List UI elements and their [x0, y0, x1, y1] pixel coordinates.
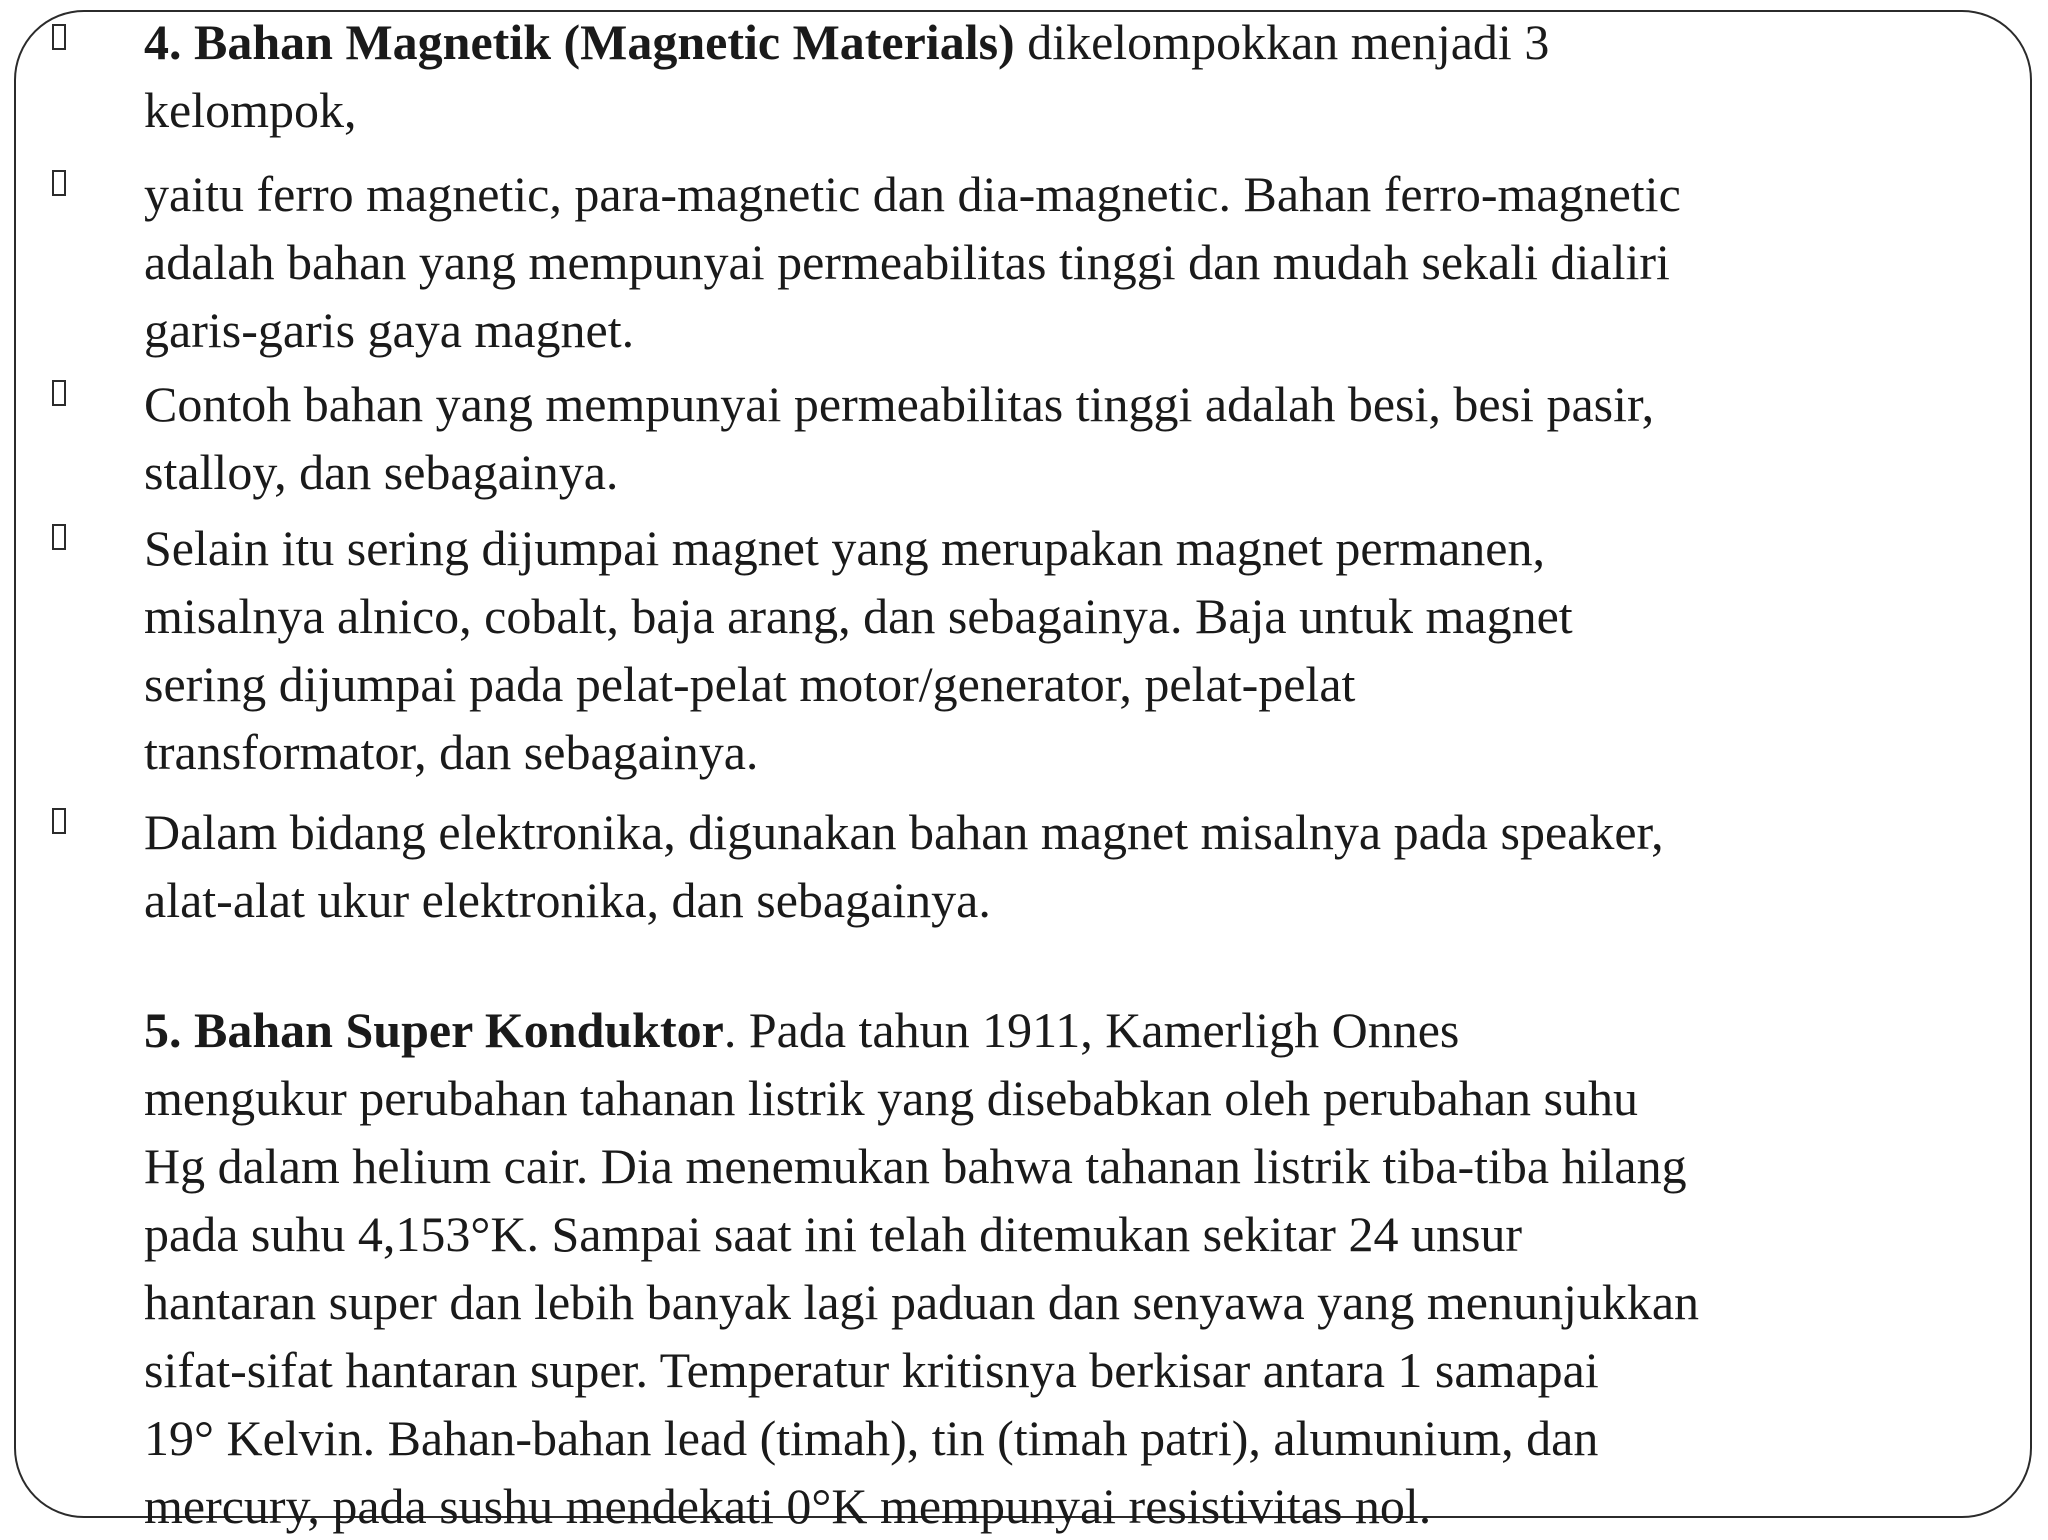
text-line: mercury, pada sushu mendekati 0°K mempunyai resistivitas nol.: [144, 1478, 1432, 1534]
item-text: [144, 8, 2034, 144]
text-line: sifat-sifat hantaran super. Temperatur kritisnya berkisar antara 1 samapai: [144, 1342, 1599, 1398]
text-line: mengukur perubahan tahanan listrik yang disebabkan oleh perubahan suhu: [144, 1070, 1638, 1126]
text-line: transformator, dan sebagainya.: [144, 724, 759, 780]
text-line: adalah bahan yang mempunyai permeabilitas tinggi dan mudah sekali dialiri: [144, 234, 1670, 290]
text-line: [144, 996, 2034, 1064]
text-span: . Pada tahun 1911, Kamerligh Onnes: [723, 1002, 1460, 1058]
text-line: alat-alat ukur elektronika, dan sebagainya.: [144, 872, 991, 928]
item-text: [144, 798, 2034, 934]
item-text: [144, 514, 2034, 786]
bullet-box-icon: [52, 524, 66, 550]
text-line: [144, 8, 2034, 76]
bullet-box-icon: [52, 24, 66, 50]
bullet-box-icon: [52, 380, 66, 406]
text-span: dikelompokkan menjadi 3: [1014, 14, 1550, 70]
text-line: Selain itu sering dijumpai magnet yang merupakan magnet permanen,: [144, 520, 1545, 576]
section5-text: [144, 996, 2034, 1540]
text-line: garis-garis gaya magnet.: [144, 302, 635, 358]
section5-heading: 5. Bahan Super Konduktor: [144, 1002, 724, 1058]
text-line: yaitu ferro magnetic, para-magnetic dan dia-magnetic. Bahan ferro-magnetic: [144, 166, 1681, 222]
text-line: kelompok,: [144, 82, 357, 138]
bullet-box-icon: [52, 808, 66, 834]
text-line: hantaran super dan lebih banyak lagi paduan dan senyawa yang menunjukkan: [144, 1274, 1700, 1330]
bullet-box-icon: [52, 170, 66, 196]
text-line: Dalam bidang elektronika, digunakan bahan magnet misalnya pada speaker,: [144, 804, 1664, 860]
text-line: pada suhu 4,153°K. Sampai saat ini telah ditemukan sekitar 24 unsur: [144, 1206, 1523, 1262]
item-text: [144, 160, 2034, 364]
text-line: sering dijumpai pada pelat-pelat motor/generator, pelat-pelat: [144, 656, 1356, 712]
text-line: misalnya alnico, cobalt, baja arang, dan sebagainya. Baja untuk magnet: [144, 588, 1573, 644]
section4-heading: 4. Bahan Magnetik (Magnetic Materials): [144, 14, 1015, 70]
text-line: Hg dalam helium cair. Dia menemukan bahwa tahanan listrik tiba-tiba hilang: [144, 1138, 1687, 1194]
text-line: stalloy, dan sebagainya.: [144, 444, 619, 500]
item-text: [144, 370, 2034, 506]
text-line: 19° Kelvin. Bahan-bahan lead (timah), tin (timah patri), alumunium, dan: [144, 1410, 1599, 1466]
text-line: Contoh bahan yang mempunyai permeabilitas tinggi adalah besi, besi pasir,: [144, 376, 1655, 432]
